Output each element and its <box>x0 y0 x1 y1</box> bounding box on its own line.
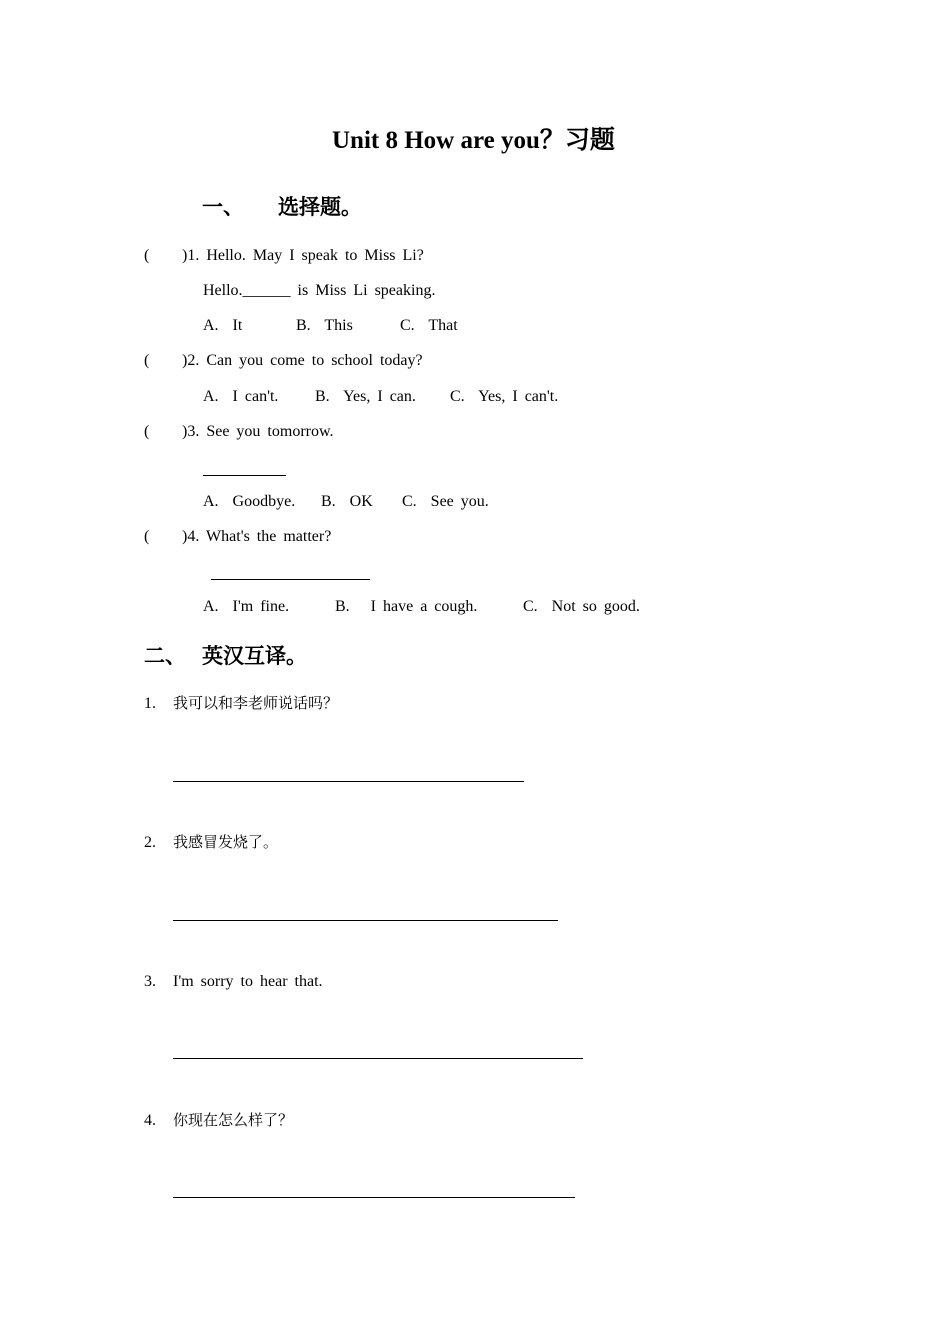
translate-3-text: I'm sorry to hear that. <box>173 973 323 990</box>
q4-answer-line <box>211 579 370 580</box>
q4-text: )4. What's the matter? <box>182 528 332 545</box>
section-1-heading: 选择题。 <box>278 195 362 219</box>
page-title: Unit 8 How are you？习题 <box>332 127 615 154</box>
q2-option-b: B. Yes, I can. <box>315 388 416 405</box>
q1-sub: Hello.______ is Miss Li speaking. <box>203 282 436 299</box>
q3-option-a: A. Goodbye. <box>203 493 296 510</box>
translate-2-number: 2. <box>144 834 156 851</box>
q3-option-b: B. OK <box>321 493 373 510</box>
q1-option-a: A. It <box>203 317 243 334</box>
translate-1-number: 1. <box>144 695 156 712</box>
section-1-number: 一、 <box>202 195 244 219</box>
translate-2-text: 我感冒发烧了。 <box>173 833 279 851</box>
q1-text: )1. Hello. May I speak to Miss Li? <box>182 247 424 264</box>
q1-bracket: ( <box>144 247 150 264</box>
translate-2-answer-line <box>173 920 558 921</box>
q2-option-a: A. I can't. <box>203 388 279 405</box>
q4-bracket: ( <box>144 528 150 545</box>
section-2-heading: 英汉互译。 <box>202 644 307 668</box>
translate-1-text: 我可以和李老师说话吗？ <box>173 694 339 712</box>
translate-4-number: 4. <box>144 1112 156 1129</box>
section-2-number: 二、 <box>144 644 186 668</box>
q2-option-c: C. Yes, I can't. <box>450 388 559 405</box>
q1-option-b: B. This <box>296 317 353 334</box>
q4-option-a: A. I'm fine. <box>203 598 290 615</box>
translate-3-number: 3. <box>144 973 156 990</box>
q3-answer-line <box>203 475 286 476</box>
q1-option-c: C. That <box>400 317 458 334</box>
translate-1-answer-line <box>173 781 524 782</box>
translate-4-text: 你现在怎么样了？ <box>173 1111 294 1129</box>
translate-4-answer-line <box>173 1197 575 1198</box>
q2-bracket: ( <box>144 352 150 369</box>
q3-bracket: ( <box>144 423 150 440</box>
q2-text: )2. Can you come to school today? <box>182 352 423 369</box>
q3-option-c: C. See you. <box>402 493 489 510</box>
translate-3-answer-line <box>173 1058 583 1059</box>
q4-option-b: B. I have a cough. <box>335 598 478 615</box>
q4-option-c: C. Not so good. <box>523 598 640 615</box>
q3-text: )3. See you tomorrow. <box>182 423 334 440</box>
